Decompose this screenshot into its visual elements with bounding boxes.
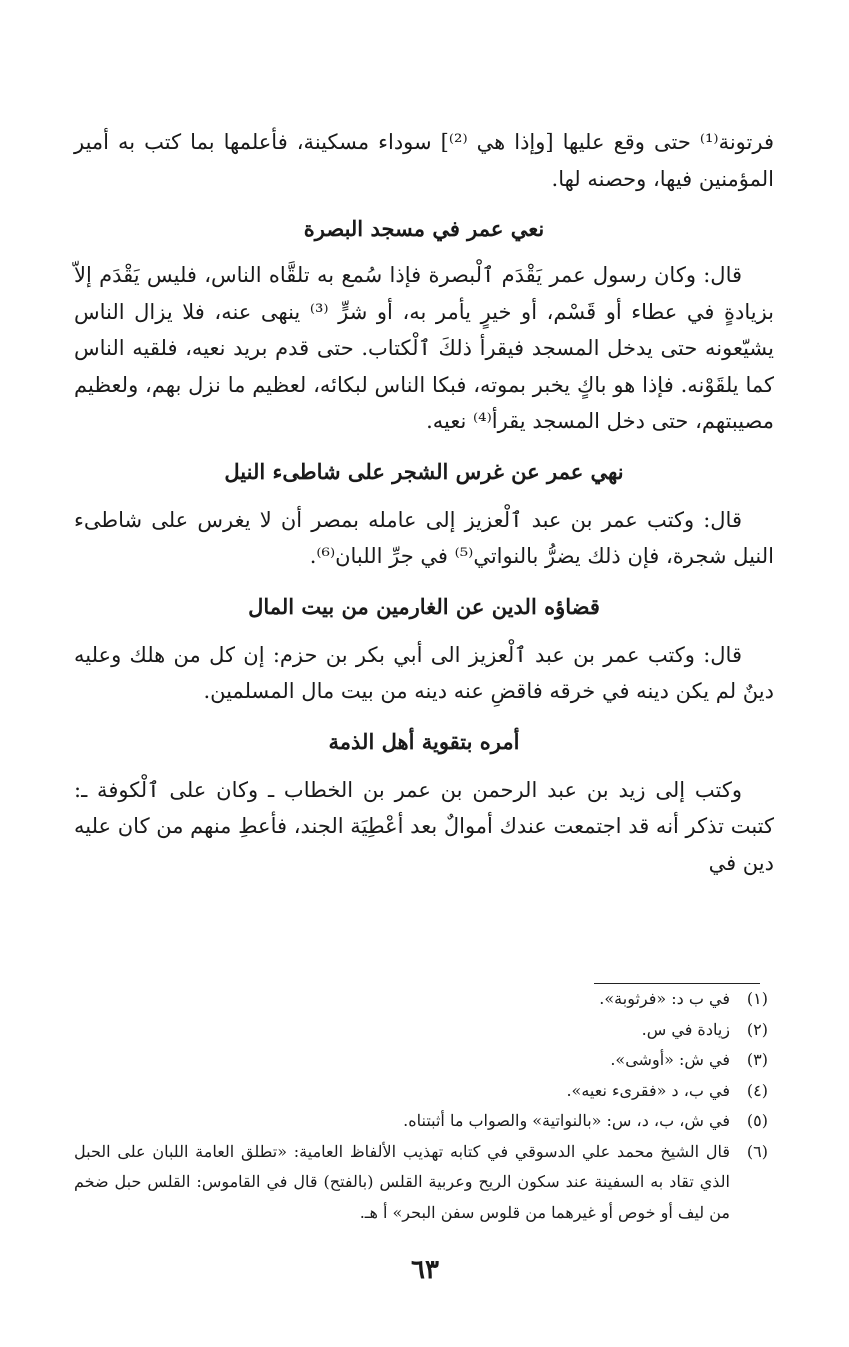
footnote-text: في ش، ب، د، س: «بالنواتية» والصواب ما أثبتناه. xyxy=(403,1111,730,1130)
footnotes xyxy=(74,984,768,1228)
footnote-text: قال الشيخ محمد علي الدسوقي في كتابه تهذيب الألفاظ العامية: «تطلق العامة اللبان على الحبل الذي تقاد به السفينة عند سكون الريح وعربية القلس (بالفتح) قال في القاموس: القلس حبل ضخم من ليف أو خوص أو غيرهما من قلوس سفن البحر» أ هـ. xyxy=(74,1141,731,1222)
footnote-text: في ش: «أوشى». xyxy=(610,1050,730,1069)
section-heading-debt-payment: قضاؤه الدين عن الغارمين من بيت المال xyxy=(248,593,600,619)
footnote-text: في ب د: «فرثوبة». xyxy=(599,989,730,1008)
section-heading-dhimmi-support: أمره بتقوية أهل الذمة xyxy=(328,728,520,754)
footnote-number: (٥) xyxy=(746,1111,768,1130)
footnote-item xyxy=(74,1015,768,1046)
main-text xyxy=(74,124,774,881)
footnote-text: في ب، د «فقرىء نعيه». xyxy=(566,1080,730,1100)
footnote-number: (١) xyxy=(746,989,768,1008)
footnote-item xyxy=(74,1137,768,1229)
footnote-item xyxy=(74,1106,768,1137)
section-heading-nile-trees: نهي عمر عن غرس الشجر على شاطىء النيل xyxy=(224,458,624,484)
paragraph-nile-trees: قال: وكتب عمر بن عبد ٱلْعزيز إلى عامله بمصر أن لا يغرس على شاطىء النيل شجرة، فإن ذلك يضرُّ بالنواتي⁽⁵⁾ في جرِّ اللبان⁽⁶⁾. xyxy=(74,507,774,568)
footnote-number: (٤) xyxy=(746,1080,768,1100)
footnote-number: (٦) xyxy=(746,1141,768,1161)
paragraph-umar-messenger: قال: وكان رسول عمر يَقْدَم ٱلْبصرة فإذا سُمع به تلقَّاه الناس، فليس يَقْدَم إلاّ بزيادةٍ في عطاء أو قَسْم، أو خيرٍ يأمر به، أو شرٍّ ⁽³⁾ ينهى عنه، فلا يزال الناس يشيّعونه حتى يدخل المسجد فيقرأ ذلكَ ٱلْكتاب. حتى قدم بريد نعيه، فلقيه الناس كما يلقَوْنه. فإذا هو باكٍ يخبر بموته، فبكا الناس لبكائه، لعظيم ما نزل بهم، ولعظيم مصيبتهم، حتى دخل المسجد يقرأ⁽⁴⁾ نعيه. xyxy=(74,263,775,433)
footnote-number: (٣) xyxy=(746,1050,768,1069)
footnote-text: زيادة في س. xyxy=(641,1019,730,1039)
footnote-item xyxy=(74,984,768,1015)
paragraph-dhimmi-support: وكتب إلى زيد بن عبد الرحمن بن عمر بن الخطاب ـ وكان على ٱلْكوفة ـ: كتبت تذكر أنه قد اجتمعت عندك أموالٌ بعد أعْطِيَة الجند، فأعطِ منهم من كان عليه دين في xyxy=(74,777,774,875)
paragraph-continuation: فرتونة⁽¹⁾ حتى وقع عليها [وإذا هي ⁽²⁾] سوداء مسكينة، فأعلمها بما كتب به أمير المؤمنين فيها، وحصنه لها. xyxy=(74,130,775,191)
footnote-item xyxy=(74,1076,768,1107)
footnote-item xyxy=(74,1045,768,1076)
paragraph-debt-payment: قال: وكتب عمر بن عبد ٱلْعزيز الى أبي بكر بن حزم: إن كل من هلك وعليه دينٌ لم يكن دينه في خرقه فاقضِ عنه دينه من بيت مال المسلمين. xyxy=(74,642,774,703)
section-heading-umar-death-news: نعي عمر في مسجد البصرة xyxy=(303,216,545,241)
footnote-number: (٢) xyxy=(746,1019,768,1039)
page-number: ٦٣ xyxy=(411,1255,439,1285)
